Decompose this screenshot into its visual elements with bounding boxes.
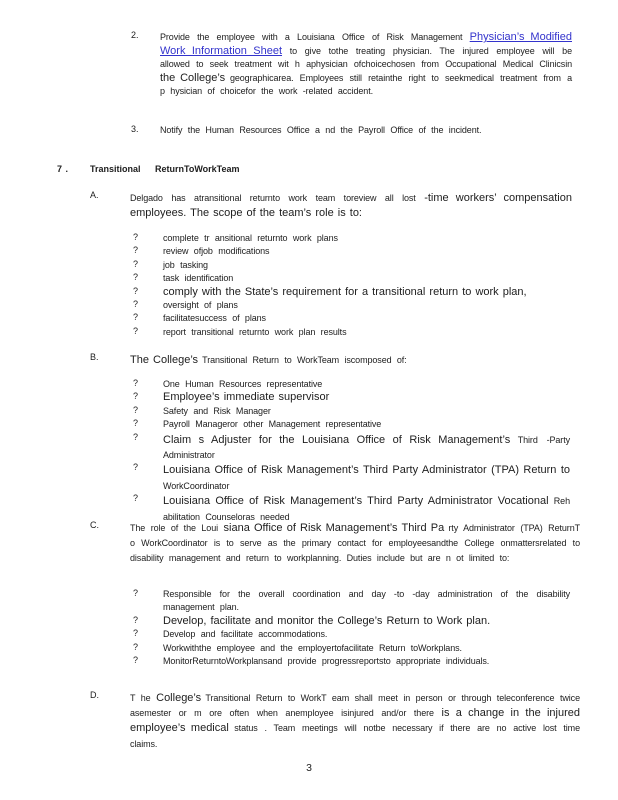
section-heading [57, 164, 240, 174]
bullet-text: comply with the State’s requirement for a transitional return to work plan, [163, 285, 527, 298]
paragraph-segment: Third -Party Administrator [163, 434, 570, 461]
bullet-marker: ? [133, 431, 139, 442]
subsection-text [130, 352, 572, 367]
bullet-item [133, 655, 570, 668]
paragraph-segment: status . Team meetings will notbe necessary if there are no active lost time claims. [130, 723, 580, 749]
section-title-part: ReturnToWorkTeam [155, 164, 240, 174]
bullet-text: Responsible for the overall coordination and day -to -day administration of the disability management plan. [163, 589, 570, 613]
subsection [90, 690, 580, 751]
bullet-marker: ? [133, 655, 139, 666]
subsection [90, 190, 572, 220]
bullet-marker: ? [133, 404, 139, 415]
bullet-item [133, 378, 570, 391]
paragraph-segment: Louisiana Office of Risk Management’s Third Party Administrator (TPA) Return to [163, 464, 570, 477]
bullet-text: task identification [163, 273, 234, 284]
subsection [90, 352, 572, 367]
paragraph-segment: is a change in the injured employee’s medical [130, 707, 580, 735]
bullet-item [133, 245, 570, 258]
bullet-list [133, 378, 570, 524]
bullet-text: One Human Resources representative [163, 379, 323, 389]
bullet-text: Develop and facilitate accommodations. [163, 629, 328, 640]
subsection-text [130, 520, 580, 566]
subsection-label: B. [90, 352, 99, 362]
bullet-item [133, 272, 570, 285]
bullet-text: review ofjob modifications [163, 246, 270, 257]
bullet-item [133, 232, 570, 245]
bullet-marker: ? [133, 285, 139, 296]
bullet-item [133, 418, 570, 431]
bullet-text: MonitorReturntoWorkplansand provide progressreportsto appropriate individuals. [163, 656, 490, 667]
bullet-text: Workwiththe employee and the employertofacilitate Return toWorkplans. [163, 642, 462, 653]
subsection-label: D. [90, 690, 99, 700]
paragraph-segment: The role of the Loui [130, 523, 224, 533]
list-item-number: 3. [131, 124, 139, 134]
paragraph-segment: Provide the employee with a Louisiana Office of Risk Management [160, 32, 470, 42]
bullet-marker: ? [133, 588, 139, 598]
bullet-marker: ? [133, 258, 139, 269]
paragraph-segment: Transitional Return to WorkTeam iscomposed of: [202, 355, 407, 365]
paragraph-segment: T he [130, 693, 157, 703]
paragraph-segment: Claim s Adjuster for the Louisiana Office of Risk Management’s [163, 433, 518, 446]
bullet-item [133, 615, 570, 628]
bullet-item [133, 405, 570, 418]
bullet-item [133, 432, 570, 463]
section-title-part: Transitional [90, 164, 141, 174]
bullet-text: complete tr ansitional returnto work plans [163, 233, 338, 243]
list-item [131, 124, 572, 137]
bullet-marker: ? [133, 299, 139, 310]
paragraph-segment: siana Office of Risk Management’s Third Pa [223, 522, 449, 534]
bullet-item [133, 259, 570, 272]
bullet-text: Employee’s immediate supervisor [163, 391, 330, 404]
paragraph-segment: geographicarea. Employees still retainthe right to seekmedical treatment from a p hysician of choicefor the work -related accident. [160, 72, 573, 97]
bullet-item [133, 286, 570, 299]
bullet-marker: ? [133, 232, 139, 242]
bullet-marker: ? [133, 272, 139, 283]
bullet-text: Safety and Risk Manager [163, 405, 271, 416]
bullet-text: Payroll Manageror other Management representative [163, 419, 382, 430]
bullet-marker: ? [133, 418, 139, 429]
list-item-number: 2. [131, 30, 139, 40]
bullet-text: Develop, facilitate and monitor the College’s Return to Work plan. [163, 614, 491, 627]
bullet-item [133, 588, 570, 615]
paragraph-segment: the College’s [160, 71, 230, 84]
bullet-item [133, 326, 570, 339]
paragraph-segment: -time workers’ compensation employees. The scope of the team’s role is to: [130, 192, 572, 220]
paragraph-segment: Transitional Return to WorkT eam shall meet in person or through teleconference twice asemester or m ore often when anemployee isinjured and/or there [130, 693, 580, 719]
bullet-text [163, 432, 570, 463]
bullet-text: oversight of plans [163, 300, 238, 311]
subsection-label: A. [90, 190, 99, 200]
bullet-marker: ? [133, 312, 139, 323]
bullet-text [163, 462, 570, 493]
physicians-modified-work-information-sheet-link[interactable]: Physician’s Modified Work Information Sheet [160, 31, 572, 57]
list-item [131, 30, 572, 98]
bullet-item [133, 462, 570, 493]
subsection-label: C. [90, 520, 99, 530]
subsection-text [130, 690, 580, 751]
bullet-item [133, 628, 570, 641]
bullet-text: facilitatesuccess of plans [163, 313, 266, 324]
bullet-marker: ? [133, 245, 139, 256]
list-item-text: Notify the Human Resources Office a nd the Payroll Office of the incident. [160, 125, 482, 135]
subsection [90, 520, 580, 566]
bullet-marker: ? [133, 325, 139, 336]
bullet-marker: ? [133, 378, 139, 388]
bullet-text: job tasking [163, 259, 208, 270]
list-item-text [160, 30, 572, 98]
section-number: 7 . [57, 164, 69, 174]
paragraph-segment: College’s [156, 692, 206, 704]
paragraph-segment: The College’s [130, 354, 203, 366]
bullet-item [133, 391, 570, 404]
paragraph-segment: WorkCoordinator [163, 480, 230, 491]
bullet-marker: ? [133, 641, 139, 652]
bullet-list [133, 588, 570, 668]
bullet-marker: ? [133, 628, 139, 639]
page-number: 3 [306, 762, 312, 774]
bullet-text: report transitional returnto work plan results [163, 326, 347, 337]
paragraph-segment: rty Administrator (TPA) ReturnT o WorkCoordinator is to serve as the primary contact for employeesandthe College onmattersrelated to disability management and return to workplanning. Duties include but are n ot limited to: [130, 523, 580, 564]
bullet-item [133, 642, 570, 655]
paragraph-segment: Reh abilitation Counseloras needed [163, 496, 570, 522]
bullet-marker: ? [133, 391, 139, 402]
paragraph-segment: Louisiana Office of Risk Management’s Third Party Administrator Vocational [163, 495, 554, 508]
bullet-marker: ? [133, 462, 139, 473]
paragraph-segment: to give tothe treating physician. The injured employee will be allowed to seek treatment wit h aphysician ofchoicechosen from Occupational Medical Clinicsin [160, 45, 572, 70]
bullet-marker: ? [133, 614, 139, 625]
bullet-item [133, 312, 570, 325]
bullet-marker: ? [133, 493, 139, 504]
bullet-item [133, 299, 570, 312]
paragraph-segment: Delgado has atransitional returnto work team toreview all lost [130, 193, 425, 203]
subsection-text [130, 190, 572, 220]
bullet-list [133, 232, 570, 339]
